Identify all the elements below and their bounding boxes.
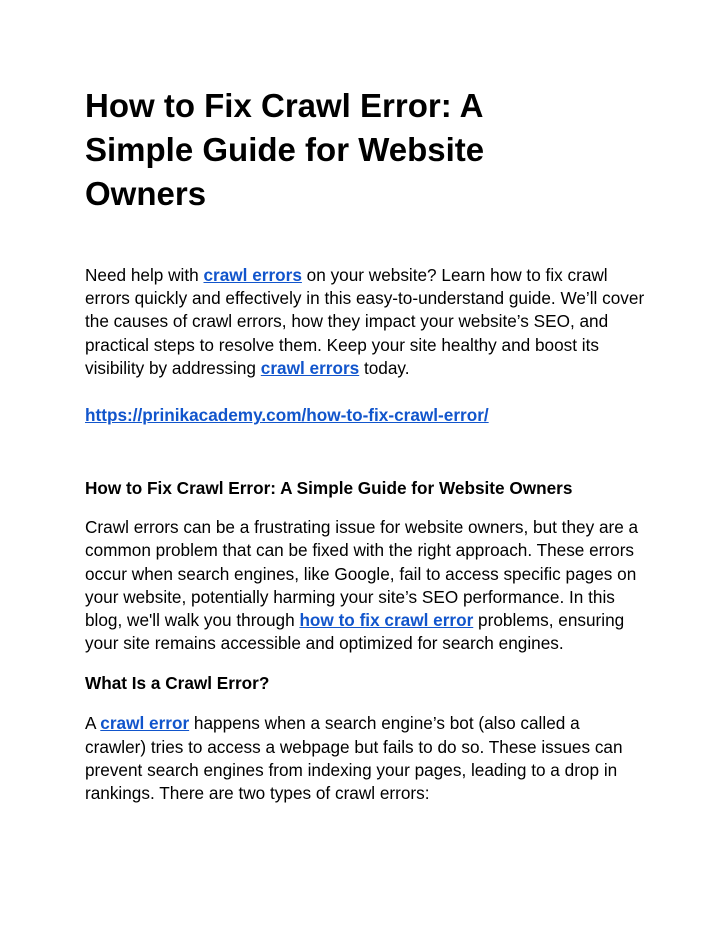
intro-text-1: Need help with [85, 265, 204, 285]
url-paragraph [85, 404, 645, 427]
crawl-errors-link-2[interactable]: crawl errors [260, 357, 360, 378]
article-url-link[interactable]: https://prinikacademy.com/how-to-fix-crawl-error/ [85, 405, 489, 426]
section-heading-what: What Is a Crawl Error? [85, 673, 270, 694]
page-title: How to Fix Crawl Error: A Simple Guide for Website Owners [85, 87, 485, 212]
section1-text-2: problems, ensuring your site remains accessible and optimized for search engines. [85, 610, 625, 654]
section2-text-2: happens when a search engine’s bot (also called a crawler) tries to access a webpage but fails to do so. These issues can prevent search engines from indexing your pages, leading to a drop in rankings. There are two types of crawl errors: [85, 713, 623, 804]
intro-text-3: today. [359, 357, 410, 378]
section1-text-1: Crawl errors can be a frustrating issue for website owners, but they are a common problem that can be fixed with the right approach. These errors occur when search engines, like Google, fail to access specific pages on your website, potentially harming your site’s SEO performance. In this blog, we'll walk you through [85, 517, 639, 631]
section2-text-1: A [85, 713, 101, 734]
section-heading-main: How to Fix Crawl Error: A Simple Guide for Website Owners [85, 478, 573, 499]
intro-paragraph [85, 264, 645, 380]
intro-text-2: on your website? Learn how to fix crawl errors quickly and effectively in this easy-to-understand guide. We’ll cover the causes of crawl errors, how they impact your website’s SEO, and practical steps to resolve them. Keep your site healthy and boost its visibility by addressing [85, 265, 645, 378]
section2-paragraph [85, 712, 645, 805]
how-to-fix-crawl-error-link[interactable]: how to fix crawl error [299, 610, 474, 631]
section1-paragraph [85, 516, 645, 655]
crawl-error-link[interactable]: crawl error [100, 713, 190, 734]
crawl-errors-link-1[interactable]: crawl errors [203, 265, 302, 285]
document-page [85, 84, 645, 805]
